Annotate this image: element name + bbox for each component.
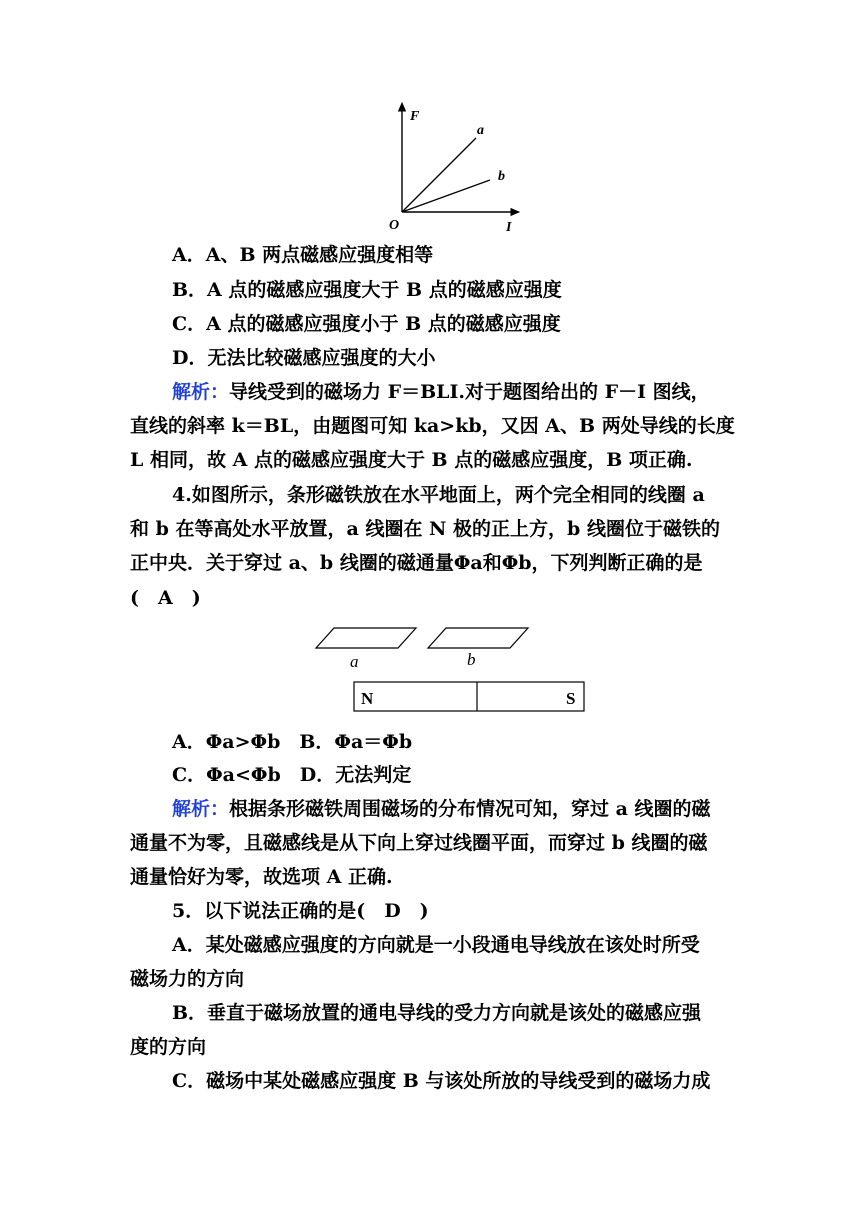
q4-options-row2: C．Φa<Φb D．无法判定 <box>172 764 412 786</box>
coil-b <box>428 628 528 648</box>
q3-solution-line1: 解析：导线受到的磁场力 F＝BLI.对于题图给出的 F－I 图线， <box>172 381 710 403</box>
q4-stem-line3: 正中央．关于穿过 a、b 线圈的磁通量Φa和Φb，下列判断正确的是 <box>130 552 703 574</box>
coil-a <box>316 628 416 648</box>
coil-a-label: a <box>350 652 359 671</box>
q4-solution-line2: 通量不为零，且磁感线是从下向上穿过线圈平面，而穿过 b 线圈的磁 <box>130 832 708 854</box>
magnet-coil-figure <box>312 622 592 718</box>
q4-solution-line3: 通量恰好为零，故选项 A 正确. <box>130 866 393 888</box>
q4-stem-line1: 4.如图所示，条形磁铁放在水平地面上，两个完全相同的线圈 a <box>172 484 705 506</box>
q4-stem-line2: 和 b 在等高处水平放置，a 线圈在 N 极的正上方，b 线圈位于磁铁的 <box>130 518 720 540</box>
q5-option-c-line1: C．磁场中某处磁感应强度 B 与该处所放的导线受到的磁场力成 <box>172 1070 711 1092</box>
pole-n-label: N <box>361 689 374 708</box>
q3-solution-line2: 直线的斜率 k＝BL，由题图可知 ka>kb，又因 A、B 两处导线的长度 <box>130 415 735 437</box>
fi-graph <box>380 100 530 240</box>
axis-y-label: F <box>410 109 420 124</box>
q3-solution-line3: L 相同，故 A 点的磁感应强度大于 B 点的磁感应强度，B 项正确. <box>130 449 693 471</box>
q4-options-row1: A．Φa>Φb B．Φa＝Φb <box>172 731 413 753</box>
q4-solution-line1: 解析：根据条形磁铁周围磁场的分布情况可知，穿过 a 线圈的磁 <box>172 798 711 820</box>
q3-option-a: A．A、B 两点磁感应强度相等 <box>172 244 434 266</box>
q4-answer: ( A ) <box>130 587 201 609</box>
bar-magnet <box>354 682 584 711</box>
line-a-label: a <box>477 123 484 138</box>
axis-x-label: I <box>506 220 512 235</box>
q5-option-b-line1: B．垂直于磁场放置的通电导线的受力方向就是该处的磁感应强 <box>172 1002 702 1024</box>
q3-option-c: C．A 点的磁感应强度小于 B 点的磁感应强度 <box>172 313 561 335</box>
coil-b-label: b <box>467 650 476 669</box>
q5-option-b-line2: 度的方向 <box>130 1036 207 1058</box>
q5-option-a-line1: A．某处磁感应强度的方向就是一小段通电导线放在该处时所受 <box>172 934 700 956</box>
line-a <box>402 138 476 212</box>
solution-label: 解析： <box>172 381 230 403</box>
q3-option-b: B．A 点的磁感应强度大于 B 点的磁感应强度 <box>172 279 562 301</box>
line-b <box>402 180 490 212</box>
pole-s-label: S <box>566 689 576 708</box>
q5-stem: 5．以下说法正确的是( D ) <box>172 900 429 922</box>
line-b-label: b <box>498 169 505 184</box>
origin-label: O <box>389 218 400 233</box>
q5-option-a-line2: 磁场力的方向 <box>130 968 245 990</box>
q3-option-d: D．无法比较磁感应强度的大小 <box>172 347 436 369</box>
solution-label: 解析： <box>172 798 230 820</box>
